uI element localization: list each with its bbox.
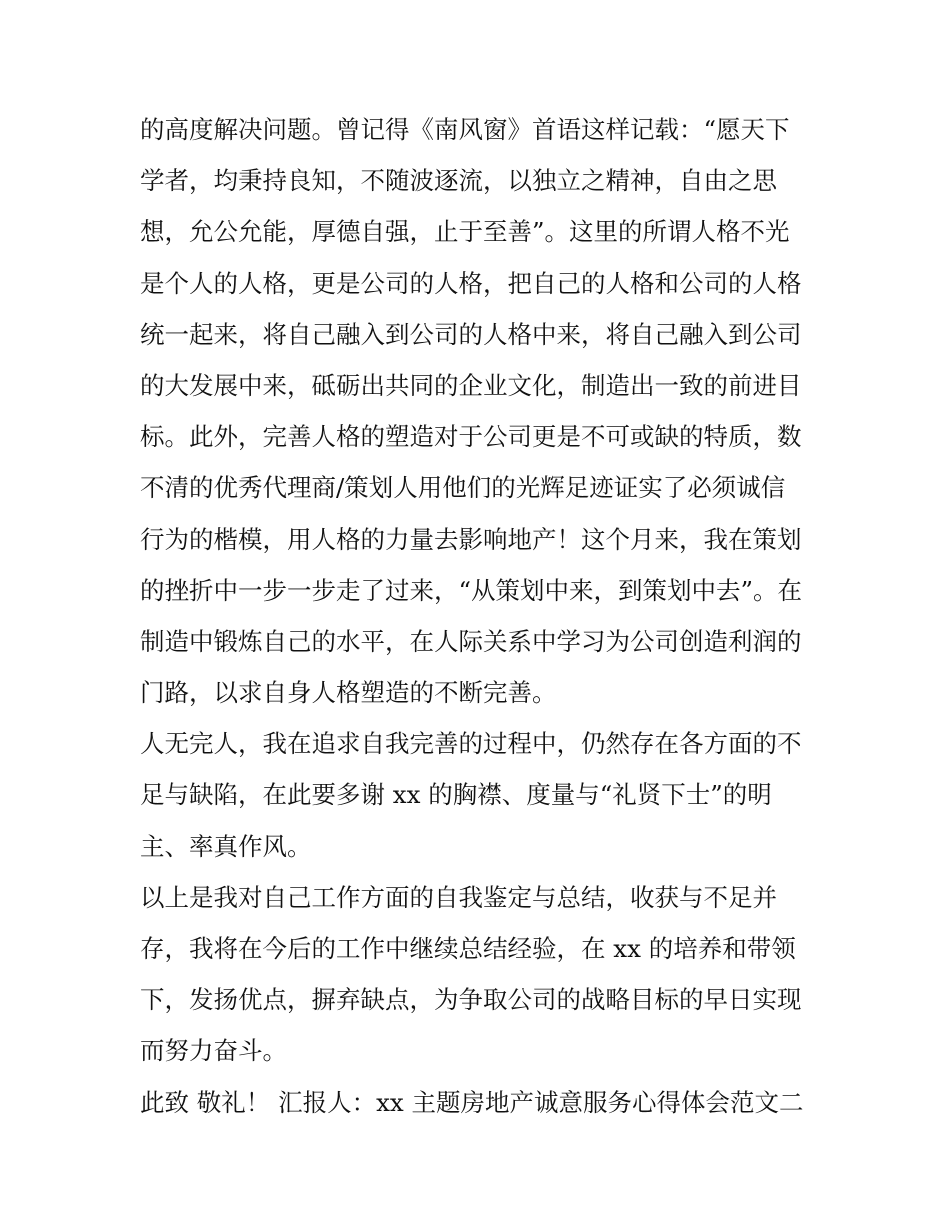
text-line: 制造中锻炼自己的水平，在人际关系中学习为公司创造利润的 [140,626,802,656]
text-line: 不清的优秀代理商/策划人用他们的光辉足迹证实了必须诚信 [140,473,786,503]
text-line: 统一起来，将自己融入到公司的人格中来，将自己融入到公司 [140,319,802,349]
text-line: 学者，均秉持良知，不随波逐流，以独立之精神，自由之思 [140,166,777,196]
text-line: 以上是我对自己工作方面的自我鉴定与总结，收获与不足并 [140,882,777,912]
text-line: 足与缺陷，在此要多谢 xx 的胸襟、度量与“礼贤下士”的明 [140,780,772,810]
text-line: 下，发扬优点，摒弃缺点，为争取公司的战略目标的早日实现 [140,985,802,1015]
text-line: 的高度解决问题。曾记得《南风窗》首语这样记载：“愿天下 [140,115,790,144]
text-line: 人无完人，我在追求自我完善的过程中，仍然存在各方面的不 [140,729,802,759]
body-text [140,104,820,1128]
text-line: 而努力奋斗。 [140,1036,287,1066]
text-line: 门路，以求自身人格塑造的不断完善。 [140,678,557,708]
text-line: 此致 敬礼！ 汇报人：xx 主题房地产诚意服务心得体会范文二 [140,1087,804,1117]
text-line: 的挫折中一步一步走了过来，“从策划中来，到策划中去”。在 [140,575,803,605]
text-line: 存，我将在今后的工作中继续总结经验，在 xx 的培养和带领 [140,934,796,963]
text-line: 是个人的人格，更是公司的人格，把自己的人格和公司的人格 [140,268,802,298]
text-line: 的大发展中来，砥砺出共同的企业文化，制造出一致的前进目 [140,370,802,400]
text-line: 主、率真作风。 [140,831,312,861]
text-line: 想，允公允能，厚德自强，止于至善”。这里的所谓人格不光 [140,217,790,247]
text-line: 标。此外，完善人格的塑造对于公司更是不可或缺的特质，数 [140,422,802,452]
text-line: 行为的楷模，用人格的力量去影响地产！这个月来，我在策划 [140,524,802,554]
